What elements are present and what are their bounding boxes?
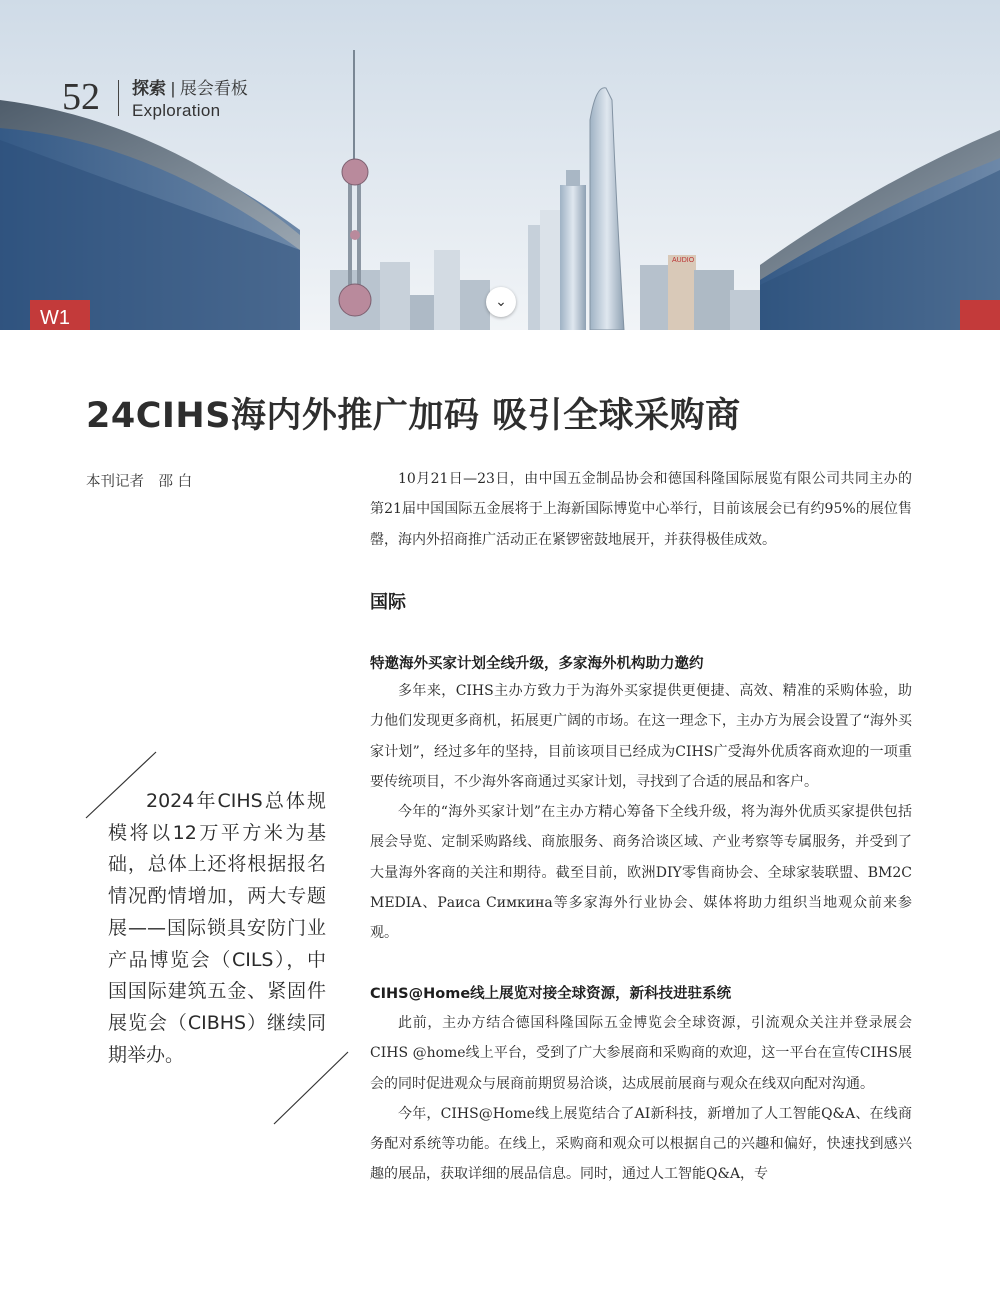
section-name: 探索: [132, 79, 166, 98]
body-block-2: [370, 1008, 912, 1190]
intro-paragraph: 10月21日—23日，由中国五金制品协会和德国科隆国际展览有限公司共同主办的第21届中国国际五金展将于上海新国际博览中心举行，目前该展会已有约95%的展位售罄，海内外招商推广活动正在紧锣密鼓地展开，并获得极佳成效。: [370, 471, 912, 548]
body-block-1: [370, 676, 912, 949]
paragraph-3: 此前，主办方结合德国科隆国际五金博览会全球资源，引流观众关注并登录展会CIHS @home线上平台，受到了广大参展商和采购商的欢迎，这一平台在宣传CIHS展会的同时促进观众与展商前期贸易洽谈，达成展前展商与观众在线双向配对沟通。: [370, 1015, 912, 1092]
page-number: 52: [62, 76, 100, 118]
header-divider: [118, 80, 119, 116]
hall-sign: W1: [40, 307, 70, 329]
intro-block: [370, 464, 912, 555]
paragraph-1: 多年来，CIHS主办方致力于为海外买家提供更便捷、高效、精准的采购体验，助力他们发现更多商机，拓展更广阔的市场。在这一理念下，主办方为展会设置了“海外买家计划”，经过多年的坚持，目前该项目已经成为CIHS广受海外优质客商欢迎的一项重要传统项目，不少海外客商通过买家计划，寻找到了合适的展品和客户。: [370, 683, 912, 790]
section-english: Exploration: [132, 101, 221, 120]
paragraph-4: 今年，CIHS@Home线上展览结合了AI新科技，新增加了人工智能Q&A、在线商务配对系统等功能。在线上，采购商和观众可以根据自己的兴趣和偏好，快速找到感兴趣的展品，获取详细的展品信息。同时，通过人工智能Q&A，专: [370, 1105, 912, 1183]
pullquote: 2024年CIHS总体规模将以12万平方米为基础，总体上还将根据报名情况酌情增加，两大专题展——国际锁具安防门业产品博览会（CILS），中国国际建筑五金、紧固件展览会（CIBHS）继续同期举办。: [108, 790, 326, 1066]
subheading-2: CIHS@Home线上展览对接全球资源，新科技进驻系统: [370, 986, 732, 1002]
hero-skyline-image: [0, 0, 1000, 330]
paragraph-2: 今年的“海外买家计划”在主办方精心筹备下全线升级，将为海外优质买家提供包括展会导览、定制采购路线、商旅服务、商务洽谈区域、产业考察等专属服务，并受到了大量海外客商的关注和期待。截至目前，欧洲DIY零售商协会、全球家装联盟、BM2C MEDIA、Раиса Симкина等多家海外行业协会、媒体将助力组织当地观众前来参观。: [370, 804, 912, 942]
section-header: 探索 | 展会看板 Exploration: [132, 79, 248, 120]
author-byline: 本刊记者 邵 白: [86, 474, 193, 490]
pullquote-bottom-line: [272, 1050, 352, 1126]
chevron-down-icon[interactable]: ⌄: [486, 287, 516, 317]
section-heading: 国际: [370, 592, 406, 613]
building-sign: AUDIO: [672, 257, 695, 264]
article-title: 24CIHS海内外推广加码 吸引全球采购商: [86, 396, 741, 436]
category-name: 展会看板: [179, 79, 248, 98]
subheading-1: 特邀海外买家计划全线升级，多家海外机构助力邀约: [370, 656, 704, 672]
skyline-illustration: [0, 0, 1000, 330]
